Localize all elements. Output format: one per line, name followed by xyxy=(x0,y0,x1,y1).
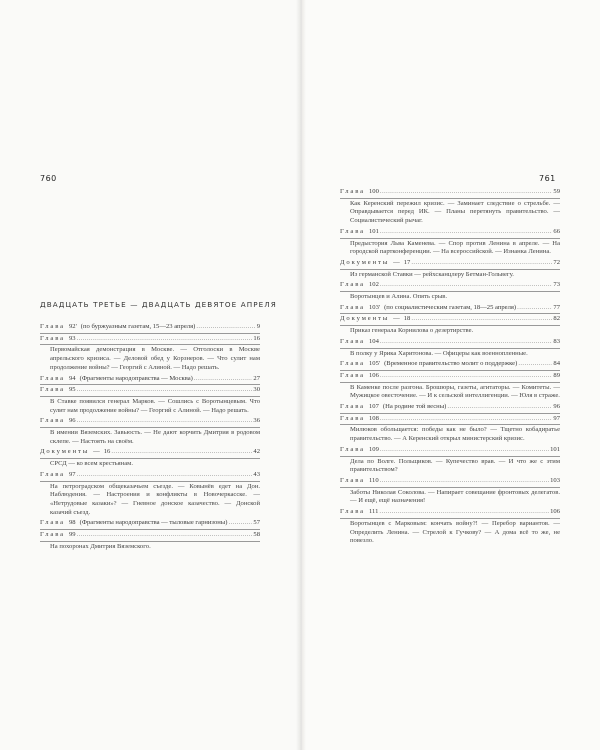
toc-entry-heading[interactable] xyxy=(340,304,560,315)
toc-entry xyxy=(40,519,260,530)
toc-entry xyxy=(340,372,560,401)
toc-dot-leader xyxy=(194,375,253,384)
toc-entry-label: Глава xyxy=(340,303,365,311)
toc-entry-label: Глава xyxy=(40,374,65,382)
toc-entry-heading[interactable] xyxy=(340,415,560,426)
toc-entry-description: На петроградском общеказачьем съезде. — Ковынёв едет на Дон. Наблюдения. — Настроения и конфликты в Новочеркасске. — «Нетрудовые казаки»? — Гневное донское казачество. — Донской казачий съезд. xyxy=(50,482,260,516)
toc-dot-leader xyxy=(380,281,553,290)
toc-entry-heading[interactable] xyxy=(340,477,560,488)
toc-entry-number: 106 xyxy=(369,371,379,379)
toc-entry-label: Глава xyxy=(340,445,365,453)
right-page-number: 761 xyxy=(539,174,556,183)
toc-entry-number: 97 xyxy=(69,470,76,478)
toc-entry-page: 84 xyxy=(553,360,560,368)
toc-entry-description: Предыстория Льва Каменева. — Спор против Ленина в апреле. — На городской партконференции. — На всероссийской. — Изнанка Ленина. xyxy=(350,239,560,256)
toc-entry-note: (Фрагменты народоправства — Москва) xyxy=(79,374,193,382)
toc-entry xyxy=(40,471,260,518)
left-page-number: 760 xyxy=(40,174,57,183)
toc-entry-heading[interactable] xyxy=(40,375,260,386)
toc-dot-leader xyxy=(380,188,553,197)
toc-entry-heading[interactable] xyxy=(40,471,260,482)
toc-entry-page: 77 xyxy=(553,303,560,311)
toc-entry-number: 94 xyxy=(69,374,76,382)
toc-entry-number: 18 xyxy=(403,315,411,323)
toc-entry-page: 43 xyxy=(253,470,260,478)
toc-entry-heading[interactable] xyxy=(340,372,560,383)
toc-entry xyxy=(340,228,560,257)
toc-entry-heading[interactable] xyxy=(40,531,260,542)
toc-dot-leader xyxy=(228,519,252,528)
toc-entry-page: 42 xyxy=(253,448,260,456)
toc-entry xyxy=(340,188,560,226)
toc-entry-heading[interactable] xyxy=(340,338,560,349)
toc-entry xyxy=(340,477,560,506)
toc-entry xyxy=(40,531,260,551)
toc-entry-description: Как Керенский пережил кризис. — Заминает следствие о стрельбе. — Оправдывается перед ИК. — Планы перетянуть правительство. — Социалистический рычаг. xyxy=(350,199,560,225)
toc-entry xyxy=(340,446,560,475)
toc-entry-label: Глава xyxy=(40,531,65,539)
toc-entry xyxy=(40,386,260,415)
toc-entry xyxy=(40,417,260,446)
toc-entry-label: Глава xyxy=(340,414,365,422)
toc-dot-leader xyxy=(380,477,549,486)
toc-entry-page: 106 xyxy=(550,508,560,516)
toc-entry-label: Глава xyxy=(340,403,365,411)
toc-entry-note: (Фрагменты народоправства — тыловые гарнизоны) xyxy=(79,519,228,527)
left-toc xyxy=(40,323,260,553)
toc-entry-label: Документы xyxy=(340,258,390,266)
toc-entry-separator: — xyxy=(393,258,400,266)
toc-entry xyxy=(340,338,560,358)
toc-entry-label: Документы xyxy=(40,448,90,456)
toc-entry-heading[interactable] xyxy=(40,386,260,397)
toc-entry xyxy=(40,448,260,468)
toc-dot-leader xyxy=(77,386,253,395)
toc-entry-number: 104 xyxy=(369,337,379,345)
toc-entry-number: 98 xyxy=(69,519,76,527)
toc-entry-heading[interactable] xyxy=(340,403,560,414)
toc-entry xyxy=(340,403,560,414)
toc-entry xyxy=(340,281,560,301)
toc-entry-description: Воротынцев и Алина. Опять срыв. xyxy=(350,293,448,301)
toc-entry-description: Приказ генерала Корнилова о дезертирстве. xyxy=(350,327,474,335)
toc-entry-number: 110 xyxy=(369,476,379,484)
toc-entry-page: 72 xyxy=(553,258,560,266)
toc-entry-heading[interactable] xyxy=(340,360,560,371)
toc-dot-leader xyxy=(411,315,552,324)
toc-entry-label: Глава xyxy=(40,470,65,478)
toc-entry-description: В Каменке после разгона. Брошюры, газеты, агитаторы. — Комитеты. — Мужицкое овесточение. — И к сельской интеллигенции. — Юля в страже. xyxy=(350,383,560,400)
toc-entry-number: 93 xyxy=(69,334,76,342)
toc-entry-number: 99 xyxy=(69,531,76,539)
toc-entry xyxy=(340,304,560,315)
right-toc xyxy=(340,188,560,548)
toc-entry-page: 36 xyxy=(253,417,260,425)
toc-entry-heading[interactable] xyxy=(40,519,260,530)
toc-entry-separator: — xyxy=(393,315,400,323)
toc-entry xyxy=(40,323,260,334)
toc-entry-number: 101 xyxy=(369,227,379,235)
toc-entry-heading[interactable] xyxy=(340,315,560,326)
toc-entry-description: СРСД — ко всем крестьянам. xyxy=(50,460,133,468)
toc-entry-label: Глава xyxy=(340,227,365,235)
toc-dot-leader xyxy=(380,446,549,455)
toc-entry-number: 108 xyxy=(369,414,379,422)
toc-entry-number: 96 xyxy=(69,417,76,425)
toc-entry-label: Глава xyxy=(40,386,65,394)
toc-entry-number: 109 xyxy=(369,445,379,453)
toc-entry-label: Глава xyxy=(340,337,365,345)
toc-entry-note: (Временное правительство молит о поддержке) xyxy=(384,360,518,368)
toc-entry-number: 107 xyxy=(369,403,379,411)
toc-dot-leader xyxy=(380,228,553,237)
toc-entry-description: Заботы Николая Соколова. — Напирает совещание фронтовых делегатов. — И ещё, ещё назначения! xyxy=(350,488,560,505)
toc-entry-page: 103 xyxy=(550,476,560,484)
toc-entry-heading[interactable] xyxy=(40,323,260,334)
toc-entry-description: В имении Вяземских. Завьюсть. — Не дают корчить Дмитрия в родовом склепе. — Настоять на своём. xyxy=(50,429,260,445)
toc-entry-description: Дела по Волге. Польщиков. — Купечество врав. — И что же с этим правительством? xyxy=(350,457,560,474)
toc-entry-page: 59 xyxy=(553,188,560,195)
toc-entry-description: Милюков обольщается: победы как не было? — Тщетно кобадиратье правительство. — А Керенский открыл министерский кризис. xyxy=(350,426,560,443)
toc-entry-label: Глава xyxy=(340,371,365,379)
toc-entry-label: Глава xyxy=(340,281,365,289)
toc-dot-leader xyxy=(380,372,553,381)
toc-entry-number: 102 xyxy=(369,281,379,289)
toc-entry-page: 30 xyxy=(253,386,260,394)
toc-entry xyxy=(40,375,260,386)
toc-entry-heading[interactable] xyxy=(340,508,560,519)
toc-dot-leader xyxy=(111,448,252,457)
toc-entry-heading[interactable] xyxy=(340,259,560,270)
toc-entry-label: Глава xyxy=(40,417,65,425)
toc-entry-heading[interactable] xyxy=(340,281,560,292)
toc-entry-page: 16 xyxy=(253,334,260,342)
toc-entry-number: 111 xyxy=(369,508,379,516)
toc-dot-leader xyxy=(411,259,552,268)
toc-entry-description: Первомайская демонстрация в Москве. — Отголоски в Москве апрельского кризиса. — Деловой обед у Корзнеров. — Что сулит нам продолжение войны? — Георгий с Алиной. — Надо решать. xyxy=(50,346,260,371)
toc-entry xyxy=(340,508,560,546)
toc-entry-note: (по социалистическим газетам, 18—25 апреля) xyxy=(384,303,517,311)
toc-entry-page: 96 xyxy=(553,403,560,411)
toc-entry xyxy=(340,315,560,335)
toc-entry xyxy=(340,360,560,371)
toc-entry-label: Глава xyxy=(40,334,65,342)
toc-dot-leader xyxy=(447,403,552,412)
toc-entry-number: 100 xyxy=(369,188,379,195)
toc-dot-leader xyxy=(196,323,255,332)
toc-entry-number: 103' xyxy=(369,303,381,311)
toc-entry-note: (по буржуазным газетам, 15—23 апреля) xyxy=(80,323,196,330)
toc-dot-leader xyxy=(518,360,552,369)
toc-entry xyxy=(40,335,260,373)
toc-entry-label: Глава xyxy=(40,323,65,330)
toc-entry-page: 58 xyxy=(253,531,260,539)
toc-dot-leader xyxy=(379,508,549,517)
toc-entry-label: Глава xyxy=(340,360,365,368)
toc-dot-leader xyxy=(77,471,253,480)
toc-entry-heading[interactable] xyxy=(340,188,560,199)
toc-entry-number: 92' xyxy=(69,323,77,330)
toc-entry-page: 82 xyxy=(553,315,560,323)
toc-entry-label: Глава xyxy=(40,519,65,527)
toc-dot-leader xyxy=(77,335,253,344)
toc-entry-heading[interactable] xyxy=(340,228,560,239)
toc-entry-description: В полку у Ярика Харитонова. — Офицеры как военнопленные. xyxy=(350,349,528,357)
toc-entry-page: 83 xyxy=(553,337,560,345)
toc-entry-number: 16 xyxy=(103,448,111,456)
toc-entry xyxy=(340,415,560,444)
toc-entry-separator: — xyxy=(93,448,100,456)
toc-entry-description: Воротынцев с Марковым: кончать войну?! — Перебор вариантов. — Определить Ленина. — Стрелой к Гучкову? — А дома всё то же, не повезло. xyxy=(350,519,560,545)
toc-entry-label: Глава xyxy=(340,476,365,484)
toc-entry-number: 105' xyxy=(369,360,381,368)
book-gutter xyxy=(296,0,306,750)
toc-dot-leader xyxy=(517,304,552,313)
toc-entry-page: 9 xyxy=(256,323,260,330)
toc-entry-heading[interactable] xyxy=(40,417,260,428)
toc-entry-page: 89 xyxy=(553,371,560,379)
section-title: ДВАДЦАТЬ ТРЕТЬЕ — ДВАДЦАТЬ ДЕВЯТОЕ АПРЕЛЯ xyxy=(40,300,277,309)
toc-entry xyxy=(340,259,560,279)
toc-dot-leader xyxy=(380,338,553,347)
toc-entry-description: На похоронах Дмитрия Вяземского. xyxy=(50,542,151,550)
toc-entry-heading[interactable] xyxy=(340,446,560,457)
toc-entry-description: В Ставке появился генерал Марков. — Сошлись с Воротынцевым. Что сулит нам продолжение войны? — Георгий с Алиной. — Надо решать. xyxy=(50,397,260,414)
toc-entry-page: 101 xyxy=(550,445,560,453)
toc-entry-label: Документы xyxy=(340,315,390,323)
toc-entry-page: 66 xyxy=(553,227,560,235)
toc-entry-note: (На родине той весны) xyxy=(382,403,447,411)
toc-entry-description: Из германской Ставки — рейхсканцлеру Бетман-Гольвегу. xyxy=(350,270,514,278)
toc-entry-number: 95 xyxy=(69,386,76,394)
toc-entry-label: Глава xyxy=(340,508,365,516)
toc-entry-page: 97 xyxy=(553,414,560,422)
toc-entry-page: 73 xyxy=(553,281,560,289)
toc-dot-leader xyxy=(380,415,553,424)
toc-entry-heading[interactable] xyxy=(40,448,260,459)
toc-entry-page: 27 xyxy=(253,374,260,382)
toc-dot-leader xyxy=(77,417,253,426)
toc-entry-label: Глава xyxy=(340,188,365,195)
toc-entry-heading[interactable] xyxy=(40,335,260,346)
toc-dot-leader xyxy=(77,531,253,540)
toc-entry-number: 17 xyxy=(403,258,411,266)
toc-entry-page: 57 xyxy=(253,519,260,527)
